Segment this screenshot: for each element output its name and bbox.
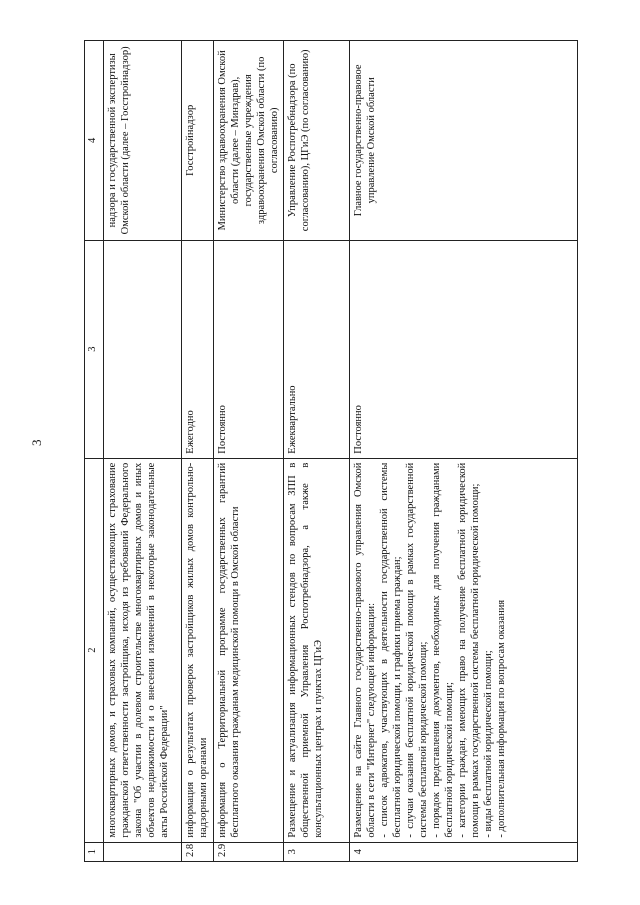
measure-line: - список адвокатов, участвующих в деятельности государственной системы бесплатной юридической помощи, и графики приема граждан; <box>379 462 403 838</box>
row-measure: многоквартирных домов, и страховых компаний, осуществляющих страхование гражданской ответственности застройщика, исходя из требований Федерального закона "Об участии в долевом строительстве многоквартирных домов и иных объектов недвижимости и о внесении изменений в некоторые законодательные акты Российской Федерации" <box>104 458 182 842</box>
measure-line: - виды бесплатной юридической помощи; <box>483 650 494 838</box>
table-row <box>214 41 284 862</box>
row-period: Ежеквартально <box>284 240 350 458</box>
header-col-2: 2 <box>85 458 104 842</box>
row-measure: информация о Территориальной программе государственных гарантий бесплатного оказания гражданам медицинской помощи в Омской области <box>214 458 284 842</box>
row-executor: Главное государственно-правовое управление Омской области <box>350 41 578 241</box>
row-number: 3 <box>284 842 350 861</box>
row-number: 2.9 <box>214 842 284 861</box>
table-row <box>104 41 182 862</box>
row-executor: Госстройнадзор <box>182 41 214 241</box>
row-period <box>104 240 182 458</box>
measure-line: - дополнительная информация по вопросам оказания <box>496 599 507 838</box>
row-measure: Размещение и актуализация информационных стендов по вопросам ЗПП в общественной приемной Управления Роспотребнадзора, а также в консультационных центрах и пунктах ЦГиЭ <box>284 458 350 842</box>
table-row <box>284 41 350 862</box>
row-number: 4 <box>350 842 578 861</box>
header-col-4: 4 <box>85 41 104 241</box>
measure-line: - случаи оказания бесплатной юридической помощи в рамках государственной системы бесплатной юридической помощи; <box>405 462 429 838</box>
row-number: 2.8 <box>182 842 214 861</box>
table-row <box>350 41 578 862</box>
table-row <box>182 41 214 862</box>
measures-table <box>84 40 578 862</box>
measure-line: - категории граждан, имеющих право на получение бесплатной юридической помощи в рамках государственной системы бесплатной юридической помощи; <box>457 462 481 838</box>
row-executor: Управление Роспотребнадзора (по согласованию), ЦГиЭ (по согласованию) <box>284 41 350 241</box>
header-col-1: 1 <box>85 842 104 861</box>
row-period: Постоянно <box>214 240 284 458</box>
header-col-3: 3 <box>85 240 104 458</box>
row-measure: информация о результатах проверок застройщиков жилых домов контрольно-надзорными органами <box>182 458 214 842</box>
table-header-row <box>85 41 104 862</box>
measure-line: - порядок представления документов, необходимых для получения гражданами бесплатной юридической помощи; <box>431 462 455 838</box>
row-executor: Министерство здравоохранения Омской области (далее – Минздрав), государственные учреждения здравоохранения Омской области (по согласованию) <box>214 41 284 241</box>
row-period: Постоянно <box>350 240 578 458</box>
row-measure <box>350 458 578 842</box>
row-period: Ежегодно <box>182 240 214 458</box>
page-number: 3 <box>29 439 44 446</box>
row-executor: надзора и государственной экспертизы Омской области (далее – Госстройнадзор) <box>104 41 182 241</box>
measure-line: Размещение на сайте Главного государственно-правового управления Омской области в сети "Интернет" следующей информации: <box>353 462 377 838</box>
row-number <box>104 842 182 861</box>
rotated-table-container <box>84 40 578 862</box>
